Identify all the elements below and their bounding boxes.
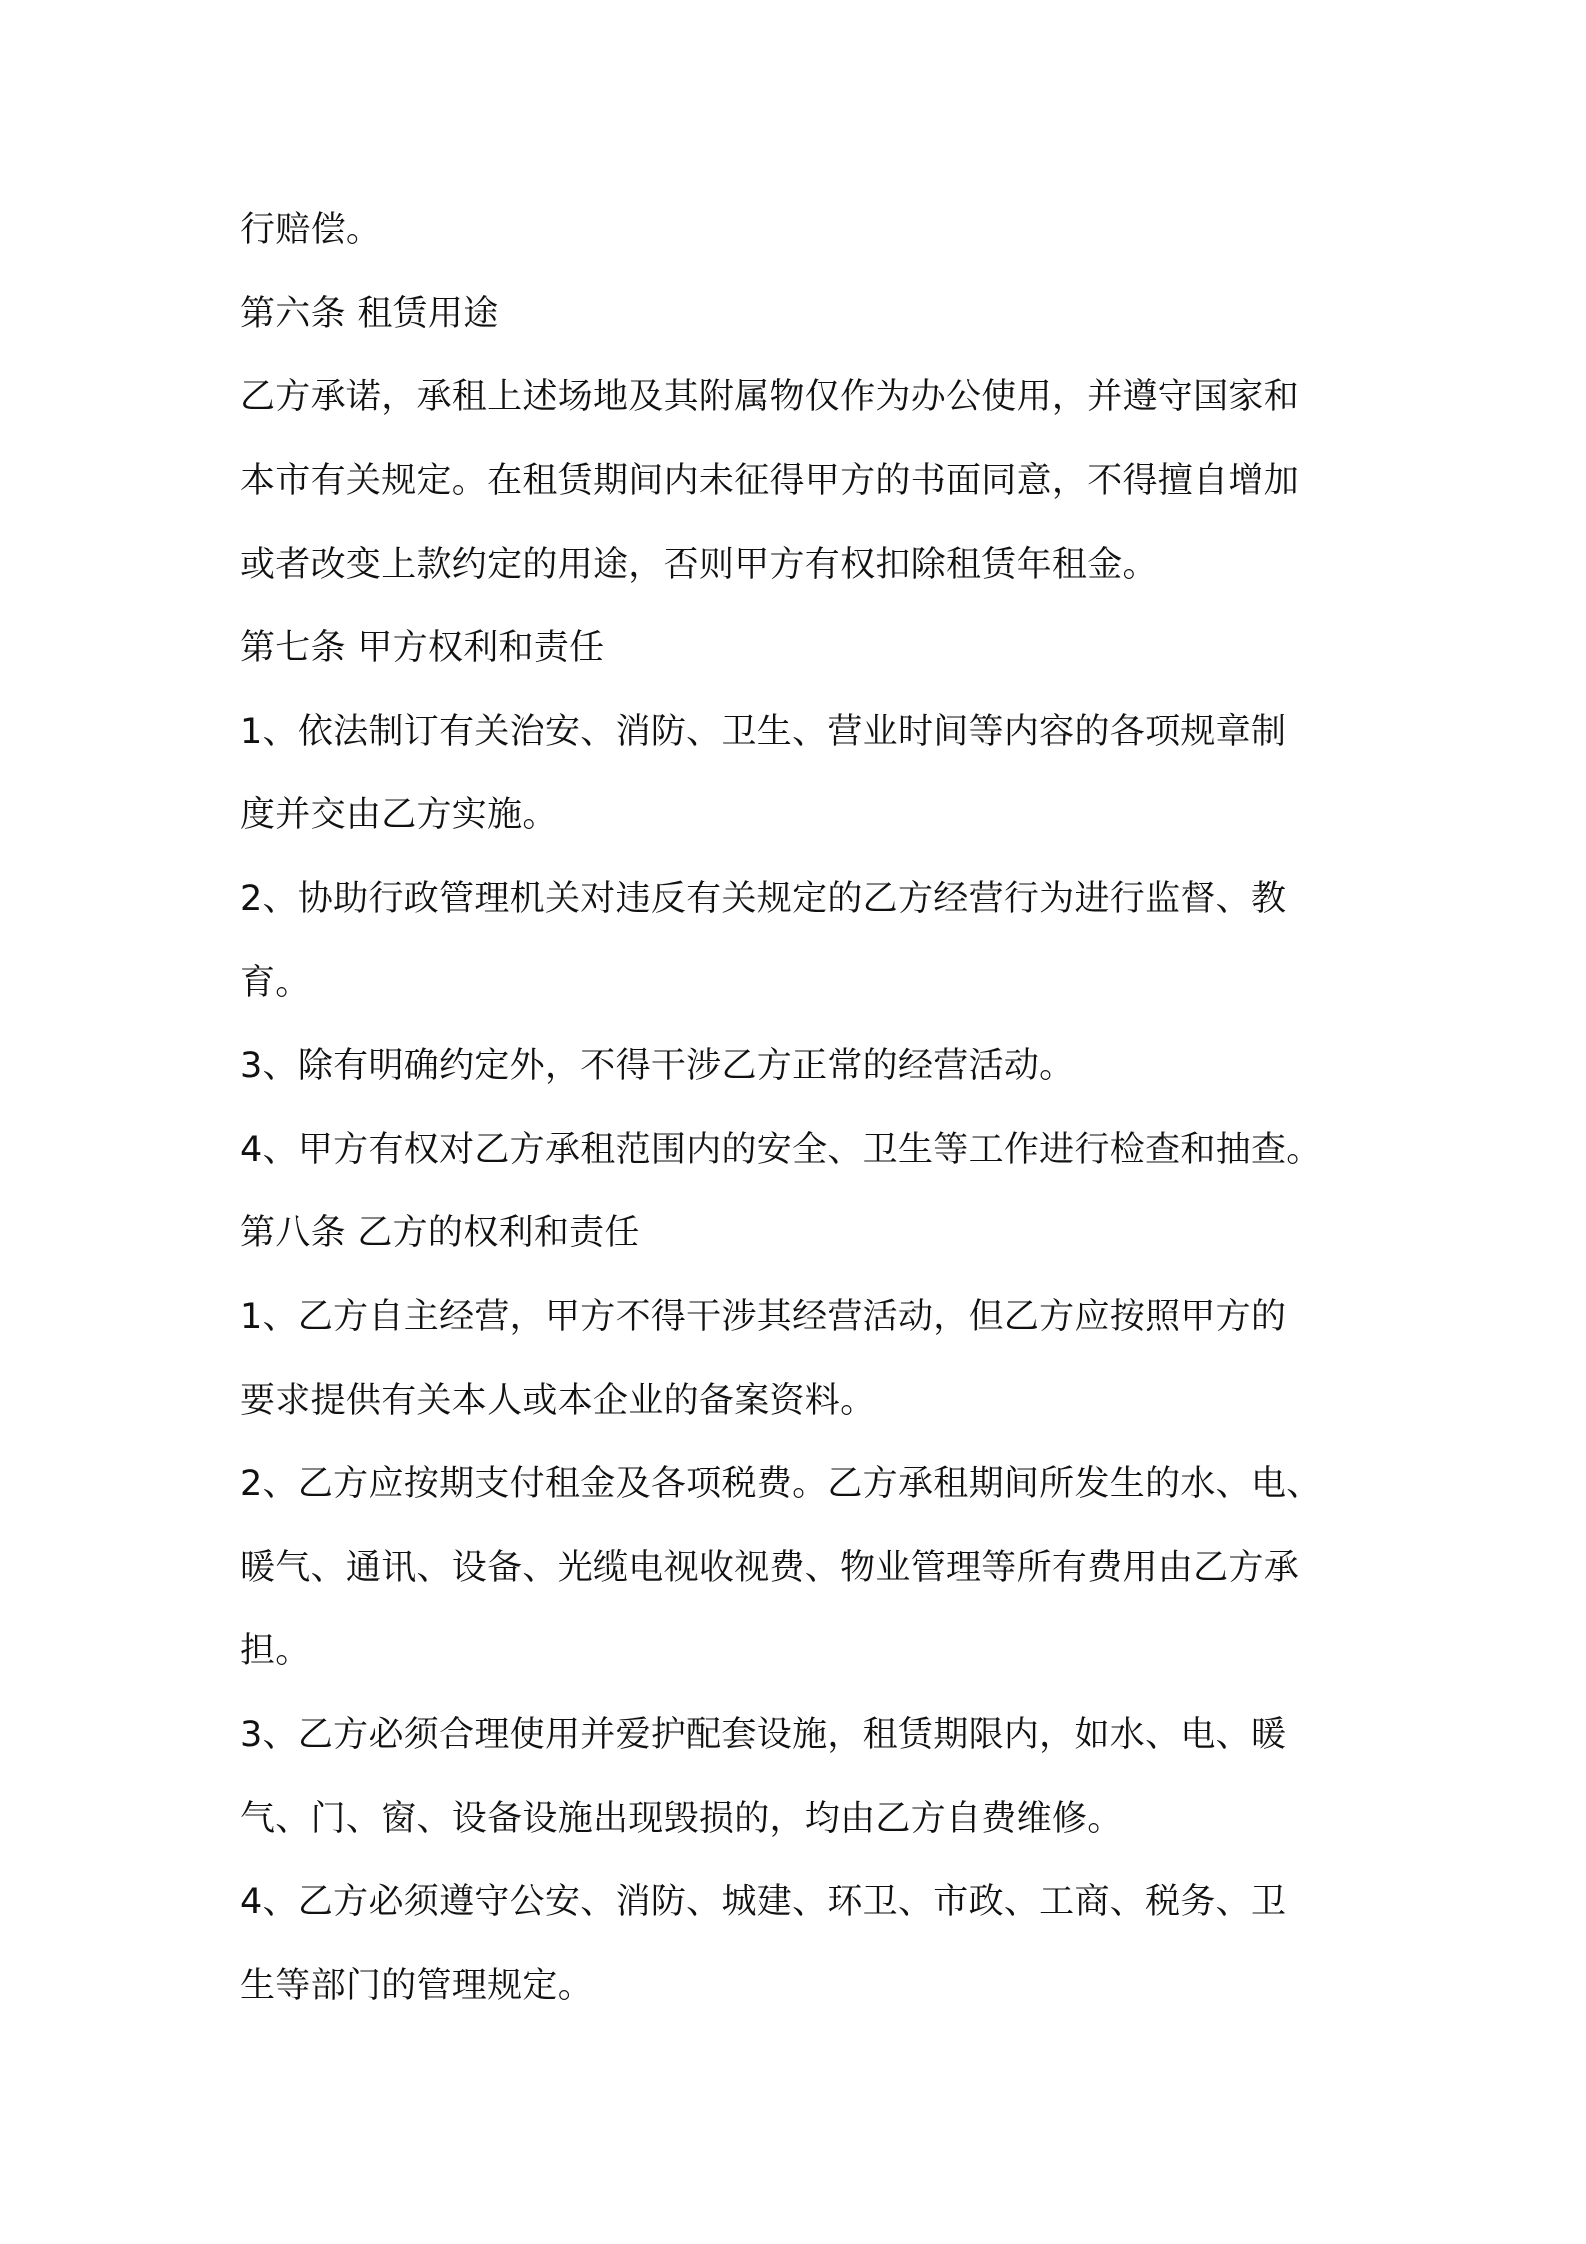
text-line: 气、门、窗、设备设施出现毁损的，均由乙方自费维修。: [240, 1799, 1123, 1839]
section-heading: 第八条 乙方的权利和责任: [240, 1213, 640, 1253]
section-heading: 第七条 甲方权利和责任: [240, 628, 605, 668]
text-line: 乙方承诺，承租上述场地及其附属物仅作为办公使用，并遵守国家和: [240, 377, 1300, 417]
text-line: 要求提供有关本人或本企业的备案资料。: [240, 1381, 876, 1421]
section-heading: 第六条 租赁用途: [240, 294, 499, 334]
text-line: 4、甲方有权对乙方承租范围内的安全、卫生等工作进行检查和抽查。: [240, 1130, 1322, 1170]
text-line: 行赔偿。: [240, 210, 382, 250]
text-line: 或者改变上款约定的用途，否则甲方有权扣除租赁年租金。: [240, 545, 1158, 585]
text-line: 担。: [240, 1631, 311, 1671]
text-line: 2、乙方应按期支付租金及各项税费。乙方承租期间所发生的水、电、: [240, 1464, 1322, 1504]
text-line: 生等部门的管理规定。: [240, 1966, 594, 2006]
text-line: 2、协助行政管理机关对违反有关规定的乙方经营行为进行监督、教: [240, 879, 1287, 919]
text-line: 度并交由乙方实施。: [240, 795, 558, 835]
text-line: 1、乙方自主经营，甲方不得干涉其经营活动，但乙方应按照甲方的: [240, 1297, 1287, 1337]
text-line: 本市有关规定。在租赁期间内未征得甲方的书面同意，不得擅自增加: [240, 461, 1300, 501]
text-line: 1、依法制订有关治安、消防、卫生、营业时间等内容的各项规章制: [240, 712, 1287, 752]
document-page: [240, 0, 1380, 2244]
text-line: 3、除有明确约定外，不得干涉乙方正常的经营活动。: [240, 1046, 1075, 1086]
text-line: 暖气、通讯、设备、光缆电视收视费、物业管理等所有费用由乙方承: [240, 1548, 1300, 1588]
text-line: 4、乙方必须遵守公安、消防、城建、环卫、市政、工商、税务、卫: [240, 1882, 1287, 1922]
text-line: 育。: [240, 963, 311, 1003]
text-line: 3、乙方必须合理使用并爱护配套设施，租赁期限内，如水、电、暖: [240, 1715, 1287, 1755]
